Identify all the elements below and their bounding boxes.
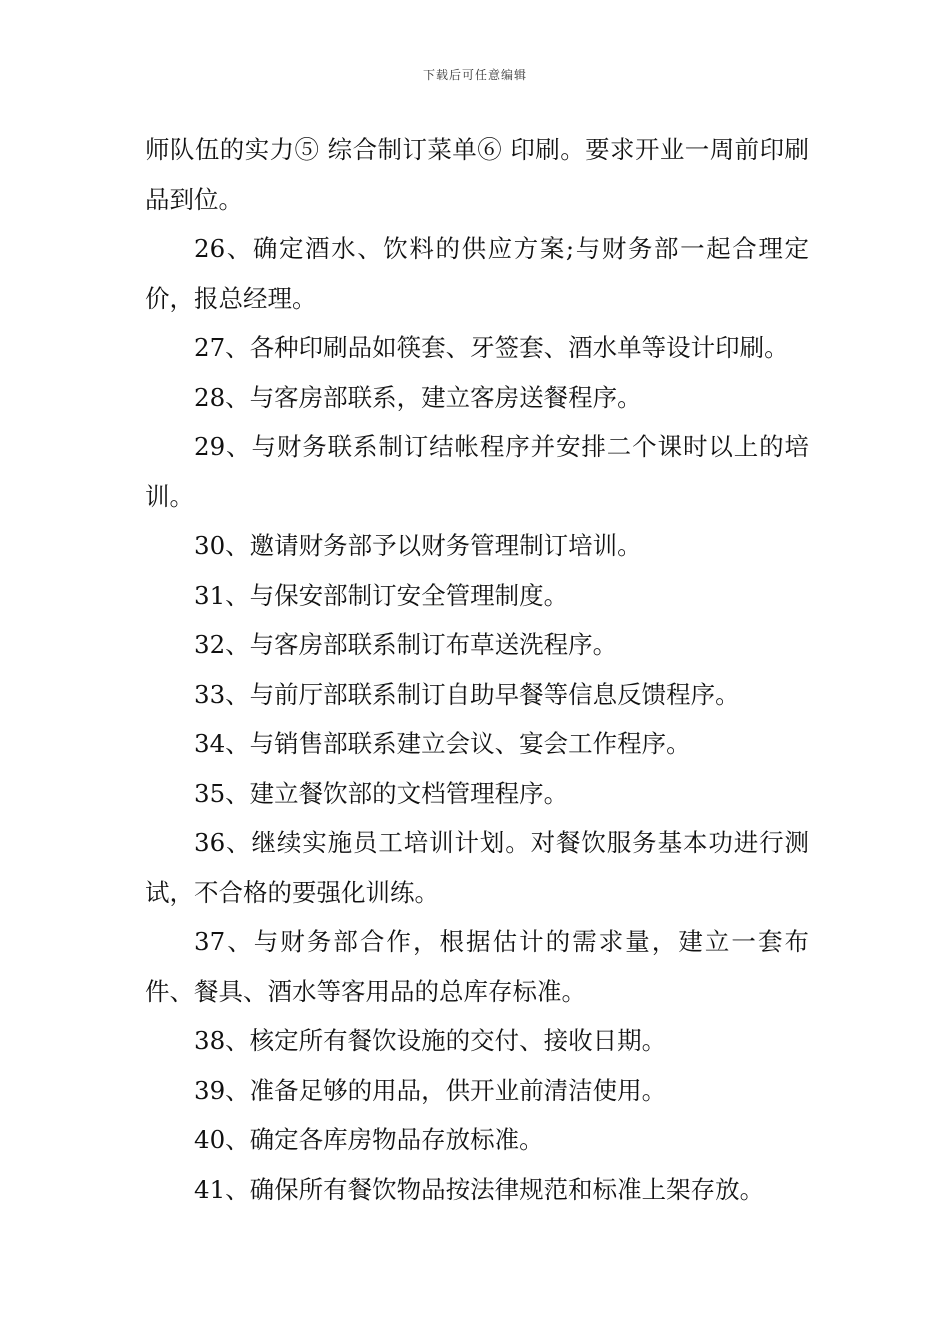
paragraph-item-35: 35、建立餐饮部的文档管理程序。 xyxy=(194,778,569,808)
document-body xyxy=(145,125,809,1214)
paragraph-item-39: 39、准备足够的用品，供开业前清洁使用。 xyxy=(194,1075,667,1105)
paragraph-item-26: 26、确定酒水、饮料的供应方案;与财务部一起合理定价，报总经理。 xyxy=(145,234,809,313)
paragraph-item-33: 33、与前厅部联系制订自助早餐等信息反馈程序。 xyxy=(194,679,740,709)
paragraph-item-31: 31、与保安部制订安全管理制度。 xyxy=(194,580,569,610)
page-header: 下载后可任意编辑 xyxy=(422,68,527,82)
paragraph-item-34: 34、与销售部联系建立会议、宴会工作程序。 xyxy=(194,729,691,758)
paragraph-continued: 师队伍的实力⑤ 综合制订菜单⑥ 印刷。要求开业一周前印刷品到位。 xyxy=(145,135,809,214)
paragraph-item-29: 29、与财务联系制订结帐程序并安排二个课时以上的培训。 xyxy=(145,432,809,511)
paragraph-item-38: 38、核定所有餐饮设施的交付、接收日期。 xyxy=(194,1026,667,1055)
paragraph-item-30: 30、邀请财务部予以财务管理制订培训。 xyxy=(194,531,642,560)
paragraph-item-40: 40、确定各库房物品存放标准。 xyxy=(194,1125,544,1154)
paragraph-item-41: 41、确保所有餐饮物品按法律规范和标准上架存放。 xyxy=(194,1174,765,1204)
paragraph-item-36: 36、继续实施员工培训计划。对餐饮服务基本功进行测试，不合格的要强化训练。 xyxy=(145,828,809,907)
paragraph-item-27: 27、各种印刷品如筷套、牙签套、酒水单等设计印刷。 xyxy=(194,333,789,362)
paragraph-item-37: 37、与财务部合作，根据估计的需求量，建立一套布件、餐具、酒水等客用品的总库存标准。 xyxy=(145,927,809,1006)
paragraph-item-32: 32、与客房部联系制订布草送洗程序。 xyxy=(194,630,618,659)
paragraph-item-28: 28、与客房部联系，建立客房送餐程序。 xyxy=(194,382,642,412)
